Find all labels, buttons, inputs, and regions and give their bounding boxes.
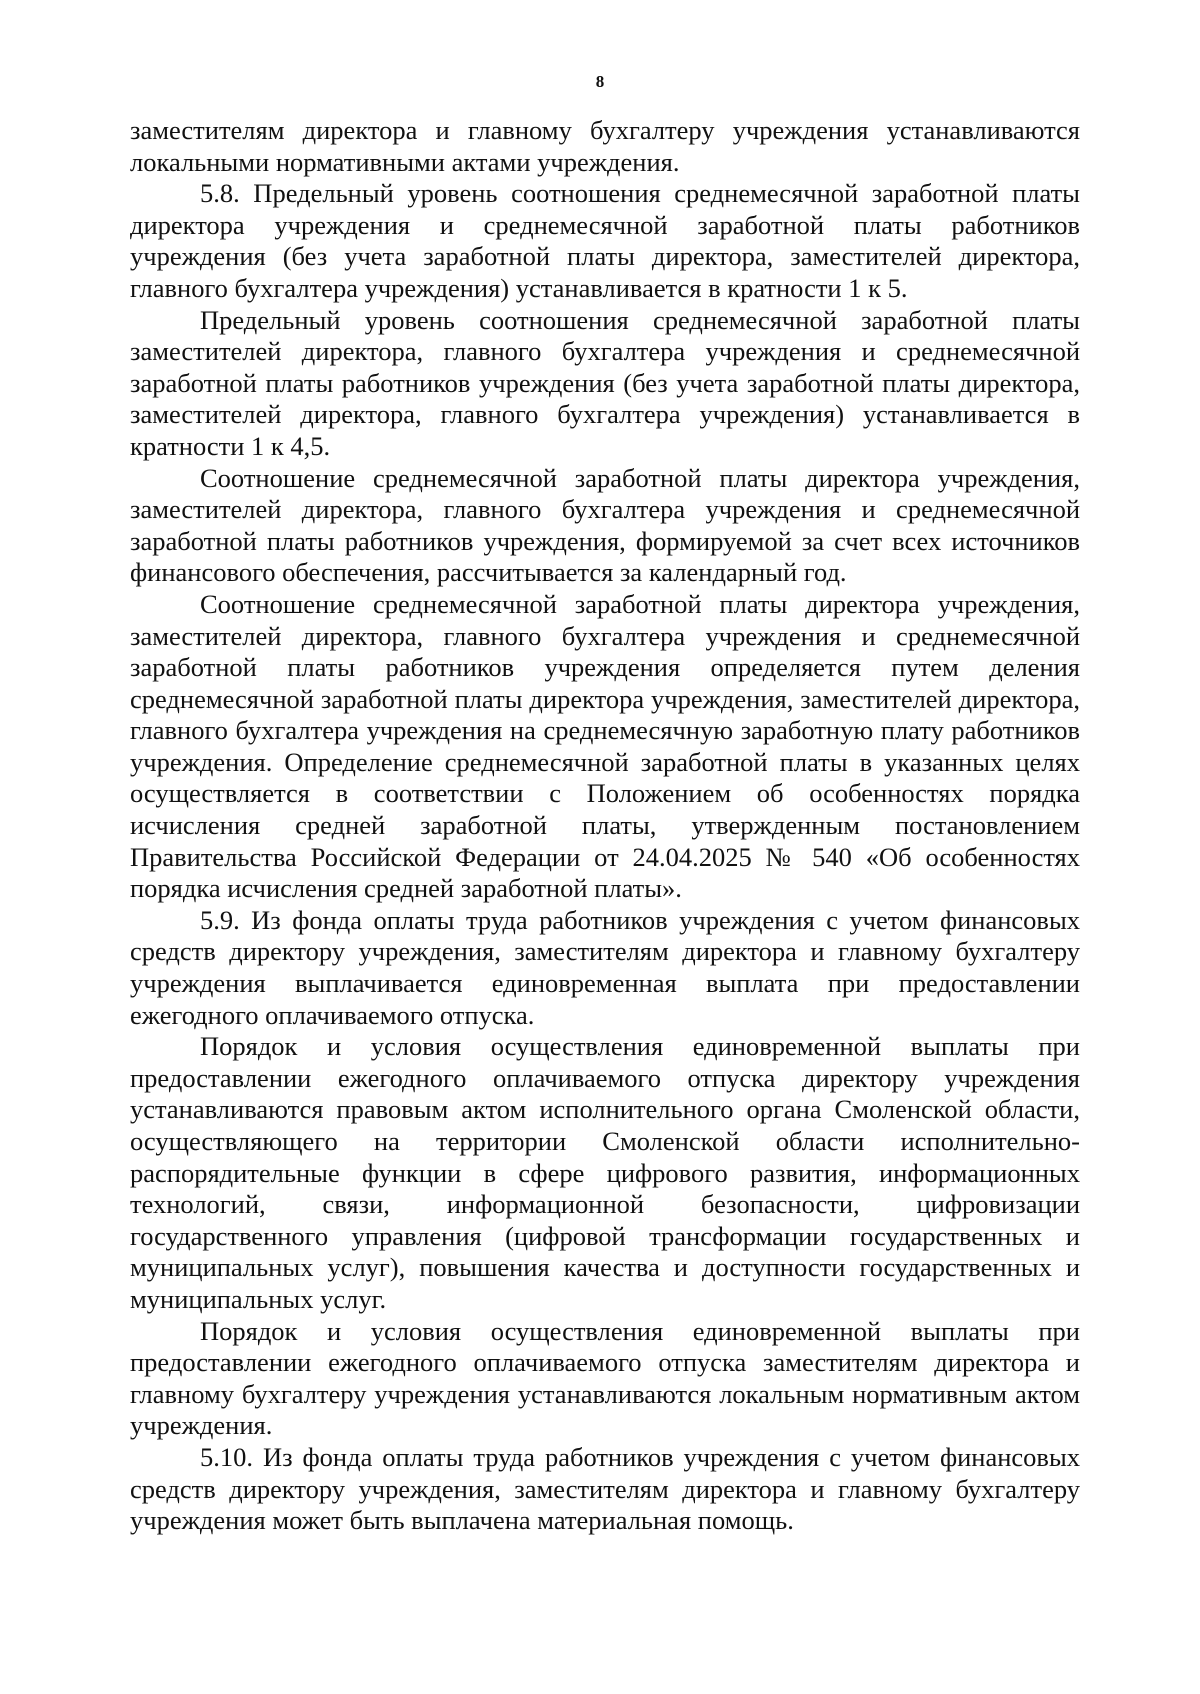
paragraph-5-8: 5.8. Предельный уровень соотношения среднемесячной заработной платы директора учреждения и среднемесячной заработной платы работников учреждения (без учета заработной платы директора, заместителей директора, главного бухгалтера учреждения) устанавливается в кратности 1 к 5. [130, 178, 1080, 303]
paragraph-5-10: 5.10. Из фонда оплаты труда работников учреждения с учетом финансовых средств директору учреждения, заместителям директора и главному бухгалтеру учреждения может быть выплачена материальная помощь. [130, 1441, 1080, 1536]
paragraph-5-9: 5.9. Из фонда оплаты труда работников учреждения с учетом финансовых средств директору учреждения, заместителям директора и главному бухгалтеру учреждения выплачивается единовременная выплата при предоставлении ежегодного оплачиваемого отпуска. [130, 904, 1080, 1030]
paragraph-director-vacation-payment: Порядок и условия осуществления единовременной выплаты при предоставлении ежегодного оплачиваемого отпуска директору учреждения устанавливаются правовым актом исполнительного органа Смоленской области, осуществляющего на территории Смоленской области исполнительно-распорядительные функции в сфере цифрового развития, информационных технологий, связи, информационной безопасности, цифровизации государственного управления (цифровой трансформации государственных и муниципальных услуг), повышения качества и доступности государственных и муниципальных услуг. [130, 1031, 1080, 1314]
paragraph-ratio-calendar-year: Соотношение среднемесячной заработной платы директора учреждения, заместителей директора, главного бухгалтера учреждения и среднемесячной заработной платы работников учреждения, формируемой за счет всех источников финансового обеспечения, рассчитывается за календарный год. [130, 462, 1080, 588]
paragraph-continuation: заместителям директора и главному бухгалтеру учреждения устанавливаются локальными нормативными актами учреждения. [130, 115, 1080, 177]
paragraph-deputies-ratio: Предельный уровень соотношения среднемесячной заработной платы заместителей директора, главного бухгалтера учреждения и среднемесячной заработной платы работников учреждения (без учета заработной платы директора, заместителей директора, главного бухгалтера учреждения) устанавливается в кратности 1 к 4,5. [130, 304, 1080, 461]
page-number: 8 [595, 72, 605, 91]
document-body [130, 115, 1080, 1537]
paragraph-deputies-vacation-payment: Порядок и условия осуществления единовременной выплаты при предоставлении ежегодного оплачиваемого отпуска заместителям директора и главному бухгалтеру учреждения устанавливаются локальным нормативным актом учреждения. [130, 1315, 1080, 1441]
paragraph-ratio-calculation: Соотношение среднемесячной заработной платы директора учреждения, заместителей директора, главного бухгалтера учреждения и среднемесячной заработной платы работников учреждения определяется путем деления среднемесячной заработной платы директора учреждения, заместителей директора, главного бухгалтера учреждения на среднемесячную заработную плату работников учреждения. Определение среднемесячной заработной платы в указанных целях осуществляется в соответствии с Положением об особенностях порядка исчисления средней заработной платы, утвержденным постановлением Правительства Российской Федерации от 24.04.2025 № 540 «Об особенностях порядка исчисления средней заработной платы». [130, 588, 1080, 904]
